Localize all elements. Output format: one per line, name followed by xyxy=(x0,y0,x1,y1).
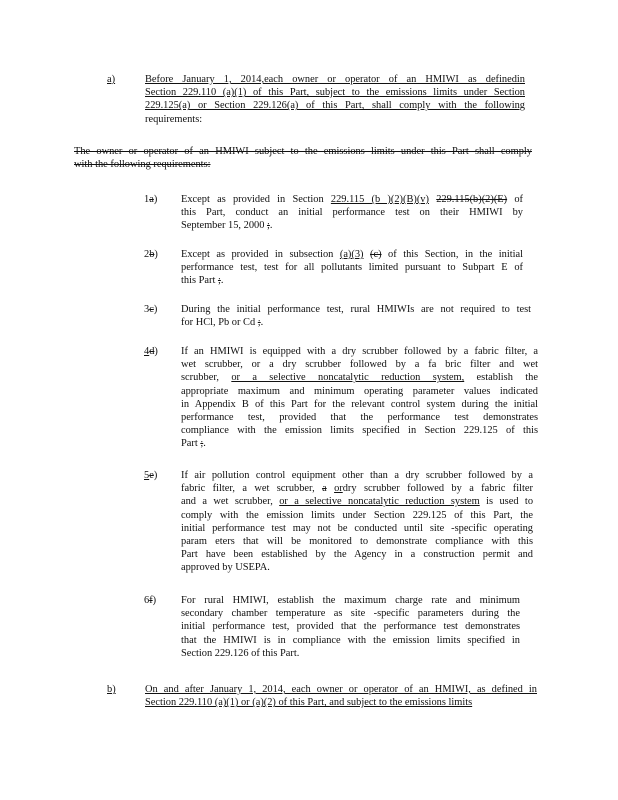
text-run: scrubber, xyxy=(181,372,232,384)
text-line xyxy=(181,509,533,522)
text-run: dry scrubber followed by a fabric filter xyxy=(342,483,533,495)
text-line xyxy=(181,371,538,384)
text-run: . xyxy=(203,438,206,450)
text-run: that the HMIWI is in compliance with the emission limits specified in xyxy=(181,634,520,646)
text-run: 2 xyxy=(144,249,150,260)
text-run: of xyxy=(507,194,523,205)
text-run: ; xyxy=(267,220,270,232)
text-run: 5 xyxy=(144,470,150,481)
text-run: . xyxy=(220,275,224,287)
text-run: a xyxy=(149,194,154,205)
text-run: b xyxy=(149,249,155,260)
text-line xyxy=(145,696,537,709)
text-run: 229.115 (b )(2)(B)(v) xyxy=(330,194,429,205)
text-run: wet scrubber, or a dry scrubber followed by a fa bric filter and wet xyxy=(181,359,538,371)
text-line xyxy=(181,437,538,450)
text-line xyxy=(181,303,531,316)
text-run: ; xyxy=(200,438,204,450)
text-run: 1 xyxy=(144,194,150,205)
text-run: param eters that will be monitored to demonstrate compliance with this xyxy=(181,536,533,548)
text-run: in Appendix B of this Part for the relevant control system during the initial xyxy=(181,398,538,410)
text-run: a xyxy=(322,483,327,495)
text-line xyxy=(181,620,520,633)
text-run: or a selective noncatalytic reduction system xyxy=(279,496,480,508)
text-run: initial performance test may not be conducted until site -specific operating xyxy=(181,522,533,534)
struck-intro-text xyxy=(74,145,532,171)
text-line xyxy=(181,548,533,561)
text-line xyxy=(181,634,520,647)
text-run: is used to xyxy=(479,496,534,508)
text-run: e xyxy=(149,470,154,481)
text-run: September 15, 2000 xyxy=(181,220,267,232)
text-run: 229.115(b)(2)(E) xyxy=(436,194,508,205)
text-run: compliance with the emission limits specified in Section 229.125 of this xyxy=(181,425,538,437)
text-run: initial performance test, provided that the performance test demonstrates xyxy=(181,621,520,633)
text-run: If an HMIWI is equipped with a dry scrubber followed by a fabric filter, a xyxy=(181,346,538,357)
text-line xyxy=(181,345,538,358)
text-run: During the initial performance test, rural HMIWIs are not required to test xyxy=(181,304,531,315)
text-run: d xyxy=(149,346,155,357)
text-run: c xyxy=(149,304,154,315)
text-line xyxy=(145,99,525,112)
text-run: fabric filter, a wet scrubber, xyxy=(181,483,323,495)
text-line xyxy=(181,398,538,411)
text-line xyxy=(145,86,525,99)
text-run: performance test, test for all pollutants limited pursuant to Subpart E of xyxy=(181,262,523,274)
item-2-label xyxy=(144,248,158,261)
text-line xyxy=(181,469,533,482)
item-1-text xyxy=(181,193,523,233)
text-run: Part xyxy=(181,438,201,450)
item-5-label xyxy=(144,469,157,482)
text-line xyxy=(181,316,531,329)
text-line xyxy=(181,358,538,371)
text-run: comply with the emission limits under Section 229.125 of this Part, the xyxy=(181,509,533,521)
text-run: for HCl, Pb or Cd xyxy=(181,317,258,329)
section-a-label: a) xyxy=(107,74,116,85)
text-line xyxy=(181,535,533,548)
text-run: ) xyxy=(153,194,158,205)
section-a-text xyxy=(145,73,525,126)
text-run: ; xyxy=(257,317,261,329)
item-6-label xyxy=(144,594,156,607)
text-line xyxy=(181,206,523,219)
item-6-text xyxy=(181,594,520,660)
text-line xyxy=(181,495,533,508)
text-line xyxy=(181,219,523,232)
text-run: establish the xyxy=(464,372,538,384)
text-run: If air pollution control equipment other than a dry scrubber followed by a xyxy=(181,470,533,481)
text-run: For rural HMIWI, establish the maximum charge rate and minimum xyxy=(181,595,520,606)
text-run: ) xyxy=(154,249,158,260)
text-run: Except as provided in Section xyxy=(181,194,331,205)
text-run: Section 229.110 (a)(1) of this Part, subject to the emissions limits under Section xyxy=(145,87,525,99)
text-run: On and after January 1, 2014, each owner or operator of an HMIWI, as defined in xyxy=(145,684,537,695)
text-run: Before January 1, 2014,each owner or operator of an HMIWI as definedin xyxy=(145,74,525,85)
text-line xyxy=(181,607,520,620)
item-4-label xyxy=(144,345,158,358)
item-3-label xyxy=(144,303,157,316)
text-run: secondary chamber temperature as site -specific parameters during the xyxy=(181,608,520,620)
text-run: 4 xyxy=(144,346,150,357)
text-run: 6 xyxy=(144,595,150,606)
text-run: Section 229.126 of this Part. xyxy=(181,647,300,659)
text-run: or xyxy=(334,483,343,495)
text-run: ) xyxy=(152,595,157,606)
text-run: ) xyxy=(153,470,158,481)
text-line xyxy=(145,73,525,86)
text-run: (c) xyxy=(370,249,382,260)
item-2-text xyxy=(181,248,523,288)
text-run: Part have been established by the Agency in a construction permit and xyxy=(181,549,533,561)
text-run: requirements: xyxy=(145,113,203,125)
text-run: approved by USEPA. xyxy=(181,562,270,574)
text-run: 3 xyxy=(144,304,150,315)
text-run: and a wet scrubber, xyxy=(181,496,280,508)
text-run: or a selective noncatalytic reduction system, xyxy=(231,372,465,384)
text-line xyxy=(181,411,538,424)
text-run: ) xyxy=(153,304,158,315)
text-run: 229.125(a) or Section 229.126(a) of this Part, shall comply with the following xyxy=(145,100,525,112)
text-line xyxy=(181,193,523,206)
text-run: f xyxy=(149,595,153,606)
text-run: ) xyxy=(154,346,158,357)
section-b-text xyxy=(145,683,537,709)
text-line xyxy=(181,424,538,437)
text-run: . xyxy=(269,220,273,232)
section-b-label: b) xyxy=(107,684,116,695)
text-run: (a)(3) xyxy=(339,249,364,260)
text-line xyxy=(145,113,525,126)
text-run: performance test, provided that the performance test demonstrates xyxy=(181,412,538,424)
text-run: . xyxy=(260,317,264,329)
text-run: Section 229.110 (a)(1) or (a)(2) of this Part, and subject to the emissions limits xyxy=(145,697,473,709)
text-run: Except as provided in subsection xyxy=(181,249,340,260)
text-line xyxy=(181,522,533,535)
text-line xyxy=(181,385,538,398)
item-3-text xyxy=(181,303,531,329)
text-run: appropriate maximum and minimum operating parameter values indicated xyxy=(181,385,538,397)
text-line xyxy=(181,261,523,274)
text-run: of this Section, in the initial xyxy=(381,249,523,260)
text-run: this Part, conduct an initial performance test on their HMIWI by xyxy=(181,207,523,219)
text-line xyxy=(181,561,533,574)
text-line xyxy=(181,647,520,660)
text-line xyxy=(145,683,537,696)
text-run: ; xyxy=(217,275,221,287)
text-line xyxy=(181,594,520,607)
text-line xyxy=(181,248,523,261)
text-run: this Part xyxy=(181,275,218,287)
struck-line: The owner or operator of an HMIWI subject to the emissions limits under this Part shall comply xyxy=(74,146,532,157)
text-run xyxy=(327,483,334,494)
item-1-label xyxy=(144,193,157,206)
text-line xyxy=(181,274,523,287)
text-line xyxy=(181,482,533,495)
item-5-text xyxy=(181,469,533,575)
item-4-text xyxy=(181,345,538,451)
struck-line: with the following requirements: xyxy=(74,159,211,171)
